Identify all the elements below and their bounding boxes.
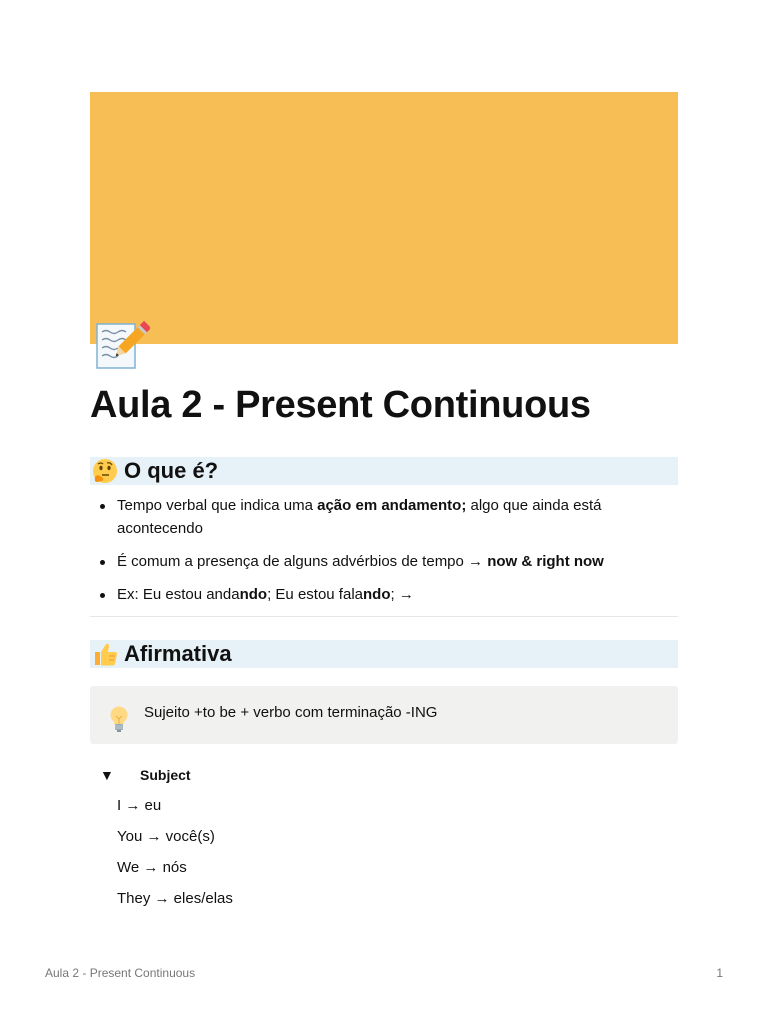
toggle-block-subject bbox=[90, 764, 678, 914]
thumbs-up-icon bbox=[90, 640, 120, 668]
list-item: É comum a presença de alguns advérbios de tempo → now & right now bbox=[90, 550, 650, 573]
section-heading-what-is bbox=[90, 457, 678, 485]
list-item: You → você(s) bbox=[117, 828, 215, 845]
cover-image bbox=[90, 92, 678, 344]
light-bulb-icon bbox=[106, 704, 132, 734]
divider bbox=[90, 616, 678, 617]
list-item: Ex: Eu estou andando; Eu estou falando; → bbox=[90, 583, 650, 606]
page-number: 1 bbox=[716, 966, 723, 980]
list-item: We → nós bbox=[117, 859, 187, 876]
toggle-content bbox=[90, 790, 678, 914]
section-heading-label: O que é? bbox=[124, 458, 219, 483]
section-heading-label: Afirmativa bbox=[124, 641, 232, 666]
section-heading-affirmative bbox=[90, 640, 678, 668]
list-item: I → eu bbox=[117, 797, 162, 814]
bullet-list bbox=[90, 494, 650, 616]
toggle-label: Subject bbox=[140, 767, 191, 783]
list-item: They → eles/elas bbox=[117, 890, 233, 907]
callout bbox=[90, 686, 678, 744]
thinking-face-icon bbox=[90, 457, 120, 485]
footer-title: Aula 2 - Present Continuous bbox=[45, 966, 196, 980]
memo-pencil-icon bbox=[94, 318, 150, 374]
list-item: Tempo verbal que indica uma ação em andamento; algo que ainda está acontecendo bbox=[90, 494, 650, 540]
page-title: Aula 2 - Present Continuous bbox=[90, 384, 591, 426]
toggle-arrow-icon[interactable]: ▼ bbox=[100, 767, 114, 783]
callout-text: Sujeito +to be + verbo com terminação -ING bbox=[144, 704, 438, 721]
toggle-header[interactable] bbox=[90, 764, 678, 786]
